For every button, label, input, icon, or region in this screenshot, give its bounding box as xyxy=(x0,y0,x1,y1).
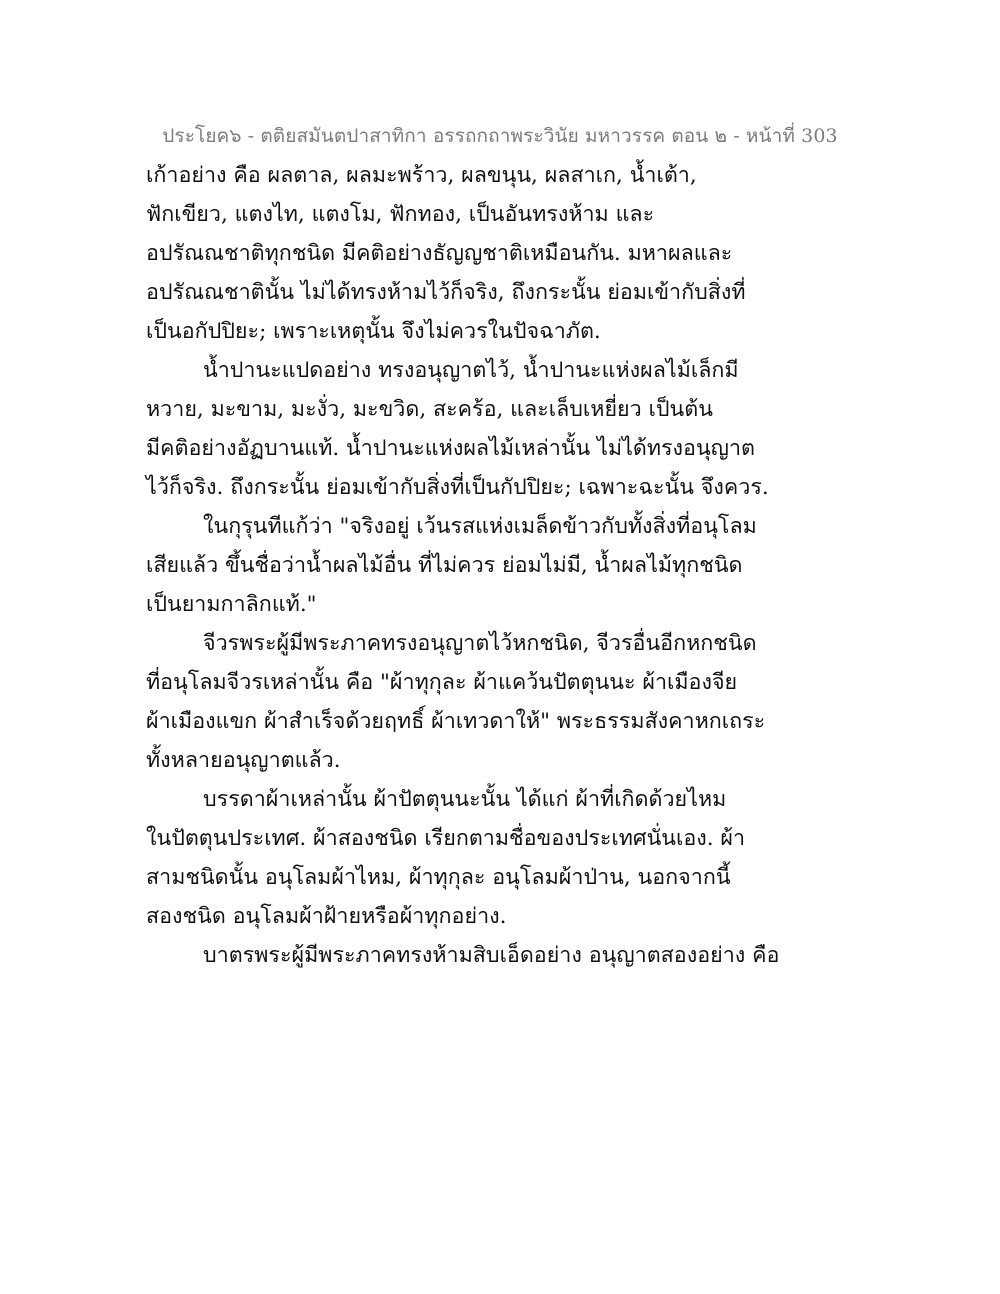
text-line: เสียแล้ว ขึ้นชื่อว่าน้ำผลไม้อื่น ที่ไม่ควร ย่อมไม่มี, น้ำผลไม้ทุกชนิด xyxy=(146,553,743,578)
text-line: ทั้งหลายอนุญาตแล้ว. xyxy=(146,748,341,773)
paragraph-start-line: น้ำปานะแปดอย่าง ทรงอนุญาตไว้, น้ำปานะแห่งผลไม้เล็กมี xyxy=(203,358,739,383)
text-line: สองชนิด อนุโลมผ้าฝ้ายหรือผ้าทุกอย่าง. xyxy=(146,904,507,929)
text-line: ผ้าเมืองแขก ผ้าสำเร็จด้วยฤทธิ์ ผ้าเทวดาให้" พระธรรมสังคาหกเถระ xyxy=(146,709,766,734)
text-line: เป็นอกัปปิยะ; เพราะเหตุนั้น จึงไม่ควรในปัจฉาภัต. xyxy=(146,319,601,344)
text-line: ในปัตตุนประเทศ. ผ้าสองชนิด เรียกตามชื่อของประเทศนั่นเอง. ผ้า xyxy=(146,826,746,851)
text-line: หวาย, มะขาม, มะงั่ว, มะขวิด, สะคร้อ, และเล็บเหยี่ยว เป็นต้น xyxy=(146,397,713,422)
body-text xyxy=(146,156,886,975)
paragraph-start-line: บาตรพระผู้มีพระภาคทรงห้ามสิบเอ็ดอย่าง อนุญาตสองอย่าง คือ xyxy=(203,943,780,968)
text-line: ไว้ก็จริง. ถึงกระนั้น ย่อมเข้ากับสิ่งที่เป็นกัปปิยะ; เฉพาะฉะนั้น จึงควร. xyxy=(146,475,769,500)
paragraph-start-line: จีวรพระผู้มีพระภาคทรงอนุญาตไว้หกชนิด, จีวรอื่นอีกหกชนิด xyxy=(203,631,757,656)
text-line: อปรัณณชาตินั้น ไม่ได้ทรงห้ามไว้ก็จริง, ถึงกระนั้น ย่อมเข้ากับสิ่งที่ xyxy=(146,280,746,305)
paragraph-start-line: ในกุรุนทีแก้ว่า "จริงอยู่ เว้นรสแห่งเมล็ดข้าวกับทั้งสิ่งที่อนุโลม xyxy=(203,514,757,539)
running-header: ประโยค๖ - ตติยสมันตปาสาทิกา อรรถกถาพระวินัย มหาวรรค ตอน ๒ - หน้าที่ 303 xyxy=(162,125,838,147)
text-line: ที่อนุโลมจีวรเหล่านั้น คือ "ผ้าทุกุละ ผ้าแคว้นปัตตุนนะ ผ้าเมืองจีย xyxy=(146,670,738,695)
text-line: เป็นยามกาลิกแท้." xyxy=(146,592,317,617)
text-line: อปรัณณชาติทุกชนิด มีคติอย่างธัญญชาติเหมือนกัน. มหาผลและ xyxy=(146,241,733,266)
text-line: มีคติอย่างอัฏบานแท้. น้ำปานะแห่งผลไม้เหล่านั้น ไม่ได้ทรงอนุญาต xyxy=(146,436,756,461)
paragraph-start-line: บรรดาผ้าเหล่านั้น ผ้าปัตตุนนะนั้น ได้แก่ ผ้าที่เกิดด้วยไหม xyxy=(203,787,727,812)
text-line: เก้าอย่าง คือ ผลตาล, ผลมะพร้าว, ผลขนุน, ผลสาเก, น้ำเต้า, xyxy=(146,163,697,188)
text-line: สามชนิดนั้น อนุโลมผ้าไหม, ผ้าทุกุละ อนุโลมผ้าป่าน, นอกจากนี้ xyxy=(146,865,731,890)
text-line: ฟักเขียว, แตงไท, แตงโม, ฟักทอง, เป็นอันทรงห้าม และ xyxy=(146,202,655,227)
